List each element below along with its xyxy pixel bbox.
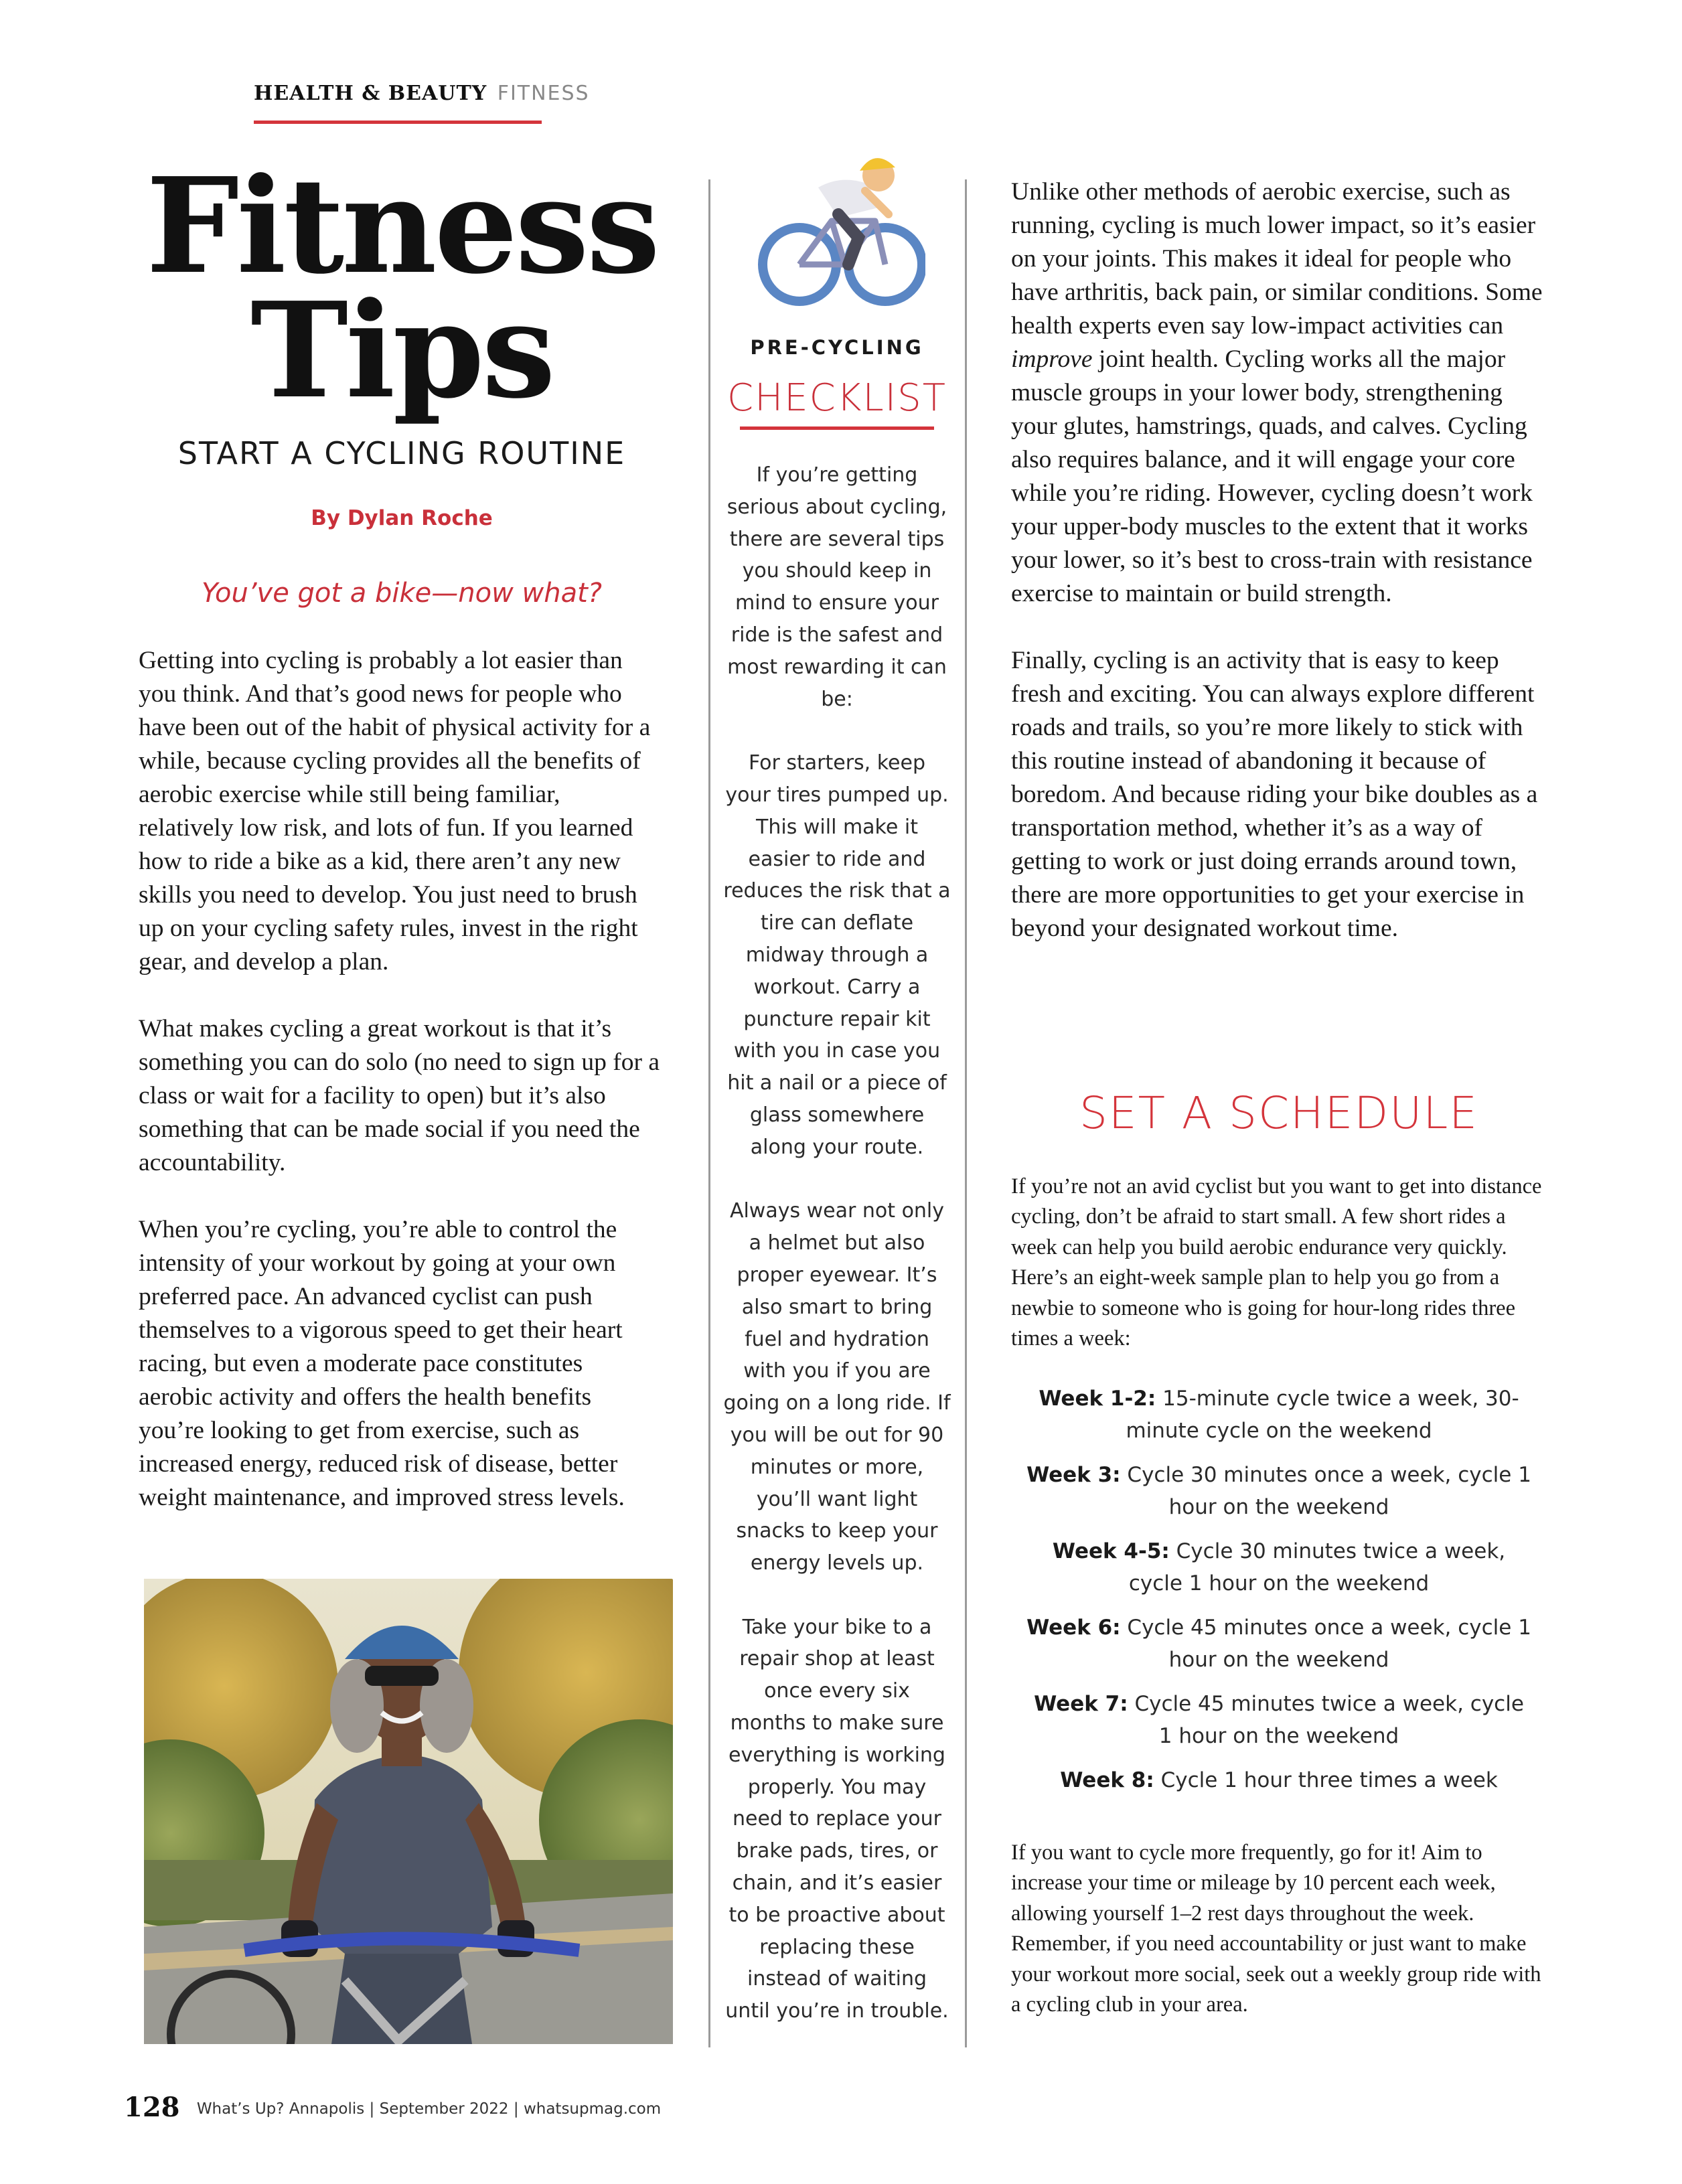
- section-rule: [254, 121, 542, 124]
- footer-separator: |: [369, 2100, 375, 2118]
- body-paragraph: When you’re cycling, you’re able to control the intensity of your workout by going at your own preferred pace. An advanced cyclist can push themselves to a vigorous speed to get their heart racing, but even a moderate pace constitutes aerobic activity and offers the health benefits you’re looking to get from exercise, such as increased energy, reduced risk of disease, better weight maintenance, and improved stress levels.: [139, 1216, 625, 1511]
- article-subtitle: START A CYCLING ROUTINE: [177, 435, 626, 471]
- article-title: [100, 149, 703, 428]
- sidebar-title: CHECKLIST: [727, 376, 947, 420]
- schedule-item: [1011, 1383, 1547, 1447]
- sidebar-paragraph: If you’re getting serious about cycling, there are several tips you should keep in mind to ensure your ride is the safest and most rewarding it can be:: [727, 463, 947, 711]
- schedule-week-label: Week 3:: [1026, 1463, 1121, 1487]
- body-text: joint health. Cycling works all the major muscle groups in your lower body, strengthening your glutes, hamstrings, quads, and calves. Cycling also requires balance, and it will engage your core while you’re riding. However, cycling doesn’t work your upper-body muscles to the extent that it works your lower, so it’s best to cross-train with resistance exercise to maintain or build strength.: [1011, 345, 1533, 607]
- schedule-week-text: Cycle 45 minutes once a week, cycle 1 hour on the weekend: [1120, 1616, 1531, 1672]
- sidebar-rule: [740, 426, 934, 430]
- column-divider-right: [965, 179, 967, 2047]
- website-link[interactable]: whatsupmag.com: [523, 2100, 662, 2118]
- schedule-list: [1011, 1383, 1547, 1808]
- sidebar-text: [723, 459, 951, 2059]
- left-column: [139, 644, 661, 1548]
- page-footer: [124, 2092, 661, 2123]
- cyclist-photo: [144, 1579, 673, 2044]
- sidebar-paragraph: Always wear not only a helmet but also proper eyewear. It’s also smart to bring fuel and hydration with you if you are going on a long ride. If you will be out for 90 minutes or more, you’ll want light snacks to keep your energy levels up.: [723, 1199, 951, 1575]
- cyclist-icon: [758, 147, 925, 311]
- cyclist-photo-art: [144, 1579, 673, 2044]
- schedule-item: [1011, 1764, 1547, 1796]
- body-paragraph: Finally, cycling is an activity that is easy to keep fresh and exciting. You can always explore different roads and trails, so you’re more likely to stick with this routine instead of abandoning it because of boredom. And because riding your bike doubles as a transportation method, whether it’s as a way of getting to work or just doing errands around town, there are more opportunities to get your exercise in beyond your designated workout time.: [1011, 647, 1538, 942]
- body-paragraph: What makes cycling a great workout is that it’s something you can do solo (no need to sign up for a class or wait for a facility to open) but it’s also something that can be made social if you need the accountability.: [139, 1015, 660, 1176]
- schedule-week-text: Cycle 1 hour three times a week: [1154, 1768, 1498, 1792]
- page-number: 128: [124, 2092, 180, 2123]
- sidebar-paragraph: Take your bike to a repair shop at least once every six months to make sure everything is working properly. You may need to replace your brake pads, tires, or chain, and it’s easier to be proactive about replacing these instead of waiting until you’re in trouble.: [725, 1615, 949, 2023]
- schedule-week-label: Week 1-2:: [1039, 1387, 1156, 1411]
- body-text: Unlike other methods of aerobic exercise, such as running, cycling is much lower impact, so it’s easier on your joints. This makes it ideal for people who have arthritis, back pain, or similar conditions. Some health experts even say low-impact activities can: [1011, 178, 1543, 339]
- title-line-1: Fitness: [145, 149, 658, 303]
- schedule-week-text: Cycle 30 minutes twice a week, cycle 1 hour on the weekend: [1128, 1539, 1506, 1595]
- body-paragraph: [1011, 175, 1547, 611]
- schedule-title: SET A SCHEDULE: [1079, 1087, 1478, 1139]
- schedule-outro: If you want to cycle more frequently, go for it! Aim to increase your time or mileage by 10 percent each week, allowing yourself 1–2 rest days throughout the week. Remember, if you need accountability or just want to make your workout more social, seek out a weekly group ride with a cycling club in your area.: [1011, 1841, 1541, 2017]
- section-header: [254, 82, 590, 105]
- schedule-item: [1011, 1535, 1547, 1600]
- right-column: [1011, 175, 1547, 979]
- schedule-week-text: 15-minute cycle twice a week, 30-minute cycle on the weekend: [1126, 1387, 1519, 1443]
- cyclist-icon-art: [758, 147, 925, 311]
- schedule-item: [1011, 1459, 1547, 1523]
- subsection-label: FITNESS: [497, 82, 590, 105]
- schedule-week-text: Cycle 45 minutes twice a week, cycle 1 hour on the weekend: [1128, 1692, 1524, 1748]
- schedule-week-label: Week 8:: [1060, 1768, 1154, 1792]
- sidebar-paragraph: For starters, keep your tires pumped up. This will make it easier to ride and reduces the risk that a tire can deflate midway through a workout. Carry a puncture repair kit with you in case you hit a nail or a piece of glass somewhere along your route.: [723, 751, 951, 1159]
- article-tagline: You’ve got a bike—now what?: [201, 578, 603, 609]
- schedule-week-label: Week 4-5:: [1052, 1539, 1170, 1563]
- publication-name: What’s Up? Annapolis: [196, 2100, 365, 2118]
- article-byline: By Dylan Roche: [311, 506, 493, 530]
- body-paragraph: Getting into cycling is probably a lot easier than you think. And that’s good news for people who have been out of the habit of physical activity for a while, because cycling provides all the benefits of aerobic exercise while still being familiar, relatively low risk, and lots of fun. If you learned how to ride a bike as a kid, there aren’t any new skills you need to develop. You just need to brush up on your cycling safety rules, invest in the right gear, and develop a plan.: [139, 647, 651, 976]
- schedule-item: [1011, 1612, 1547, 1676]
- body-emphasis: improve: [1011, 345, 1093, 373]
- column-divider-left: [708, 179, 710, 2047]
- schedule-item: [1011, 1688, 1547, 1752]
- issue-date: September 2022: [379, 2100, 509, 2118]
- title-line-2: Tips: [250, 274, 553, 428]
- schedule-week-label: Week 6:: [1026, 1616, 1121, 1640]
- section-label: HEALTH & BEAUTY: [254, 82, 487, 105]
- schedule-week-label: Week 7:: [1034, 1692, 1128, 1716]
- sidebar-kicker: PRE-CYCLING: [750, 336, 924, 359]
- schedule-intro: If you’re not an avid cyclist but you want to get into distance cycling, don’t be afraid to start small. A few short rides a week can help you build aerobic endurance very quickly. Here’s an eight-week sample plan to help you go from a newbie to someone who is going for hour-long rides three times a week:: [1011, 1174, 1542, 1351]
- schedule-week-text: Cycle 30 minutes once a week, cycle 1 hour on the weekend: [1120, 1463, 1531, 1519]
- footer-separator: |: [513, 2100, 519, 2118]
